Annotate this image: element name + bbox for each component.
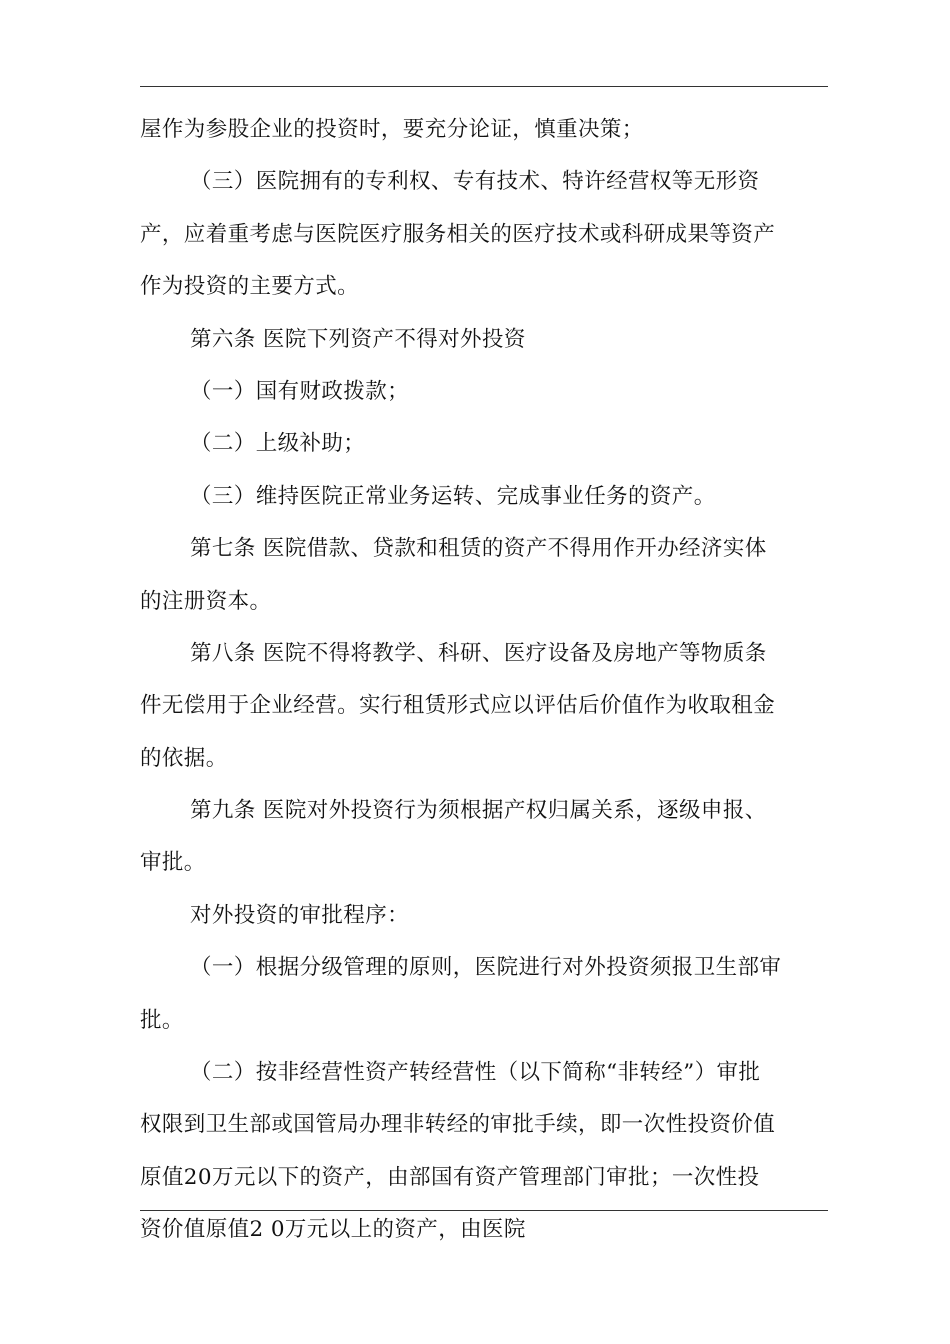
text-line: 的注册资本。 (140, 588, 272, 614)
header-rule (140, 86, 828, 87)
text-line: 原值20万元以下的资产，由部国有资产管理部门审批；一次性投 (140, 1164, 760, 1190)
text-line: 件无偿用于企业经营。实行租赁形式应以评估后价值作为收取租金 (140, 693, 776, 719)
footer-rule (140, 1210, 828, 1211)
text-line: 批。 (140, 1007, 184, 1033)
text-line: （二）上级补助； (190, 431, 366, 457)
text-line: 对外投资的审批程序： (190, 902, 410, 928)
text-line: 审批。 (140, 850, 206, 876)
text-line: 产，应着重考虑与医院医疗服务相关的医疗技术或科研成果等资产 (140, 221, 776, 247)
text-line: 屋作为参股企业的投资时，要充分论证，慎重决策； (140, 117, 644, 142)
article-6-heading: 第六条 医院下列资产不得对外投资 (190, 326, 526, 352)
text-line: （二）按非经营性资产转经营性（以下简称“非转经”）审批 (190, 1060, 761, 1086)
text-line: 作为投资的主要方式。 (140, 274, 360, 300)
text-line: （三）维持医院正常业务运转、完成事业任务的资产。 (190, 483, 716, 509)
text-line: （三）医院拥有的专利权、专有技术、特许经营权等无形资 (190, 169, 760, 195)
article-9-heading: 第九条 医院对外投资行为须根据产权归属关系，逐级申报、 (190, 798, 767, 824)
article-7-heading: 第七条 医院借款、贷款和租赁的资产不得用作开办经济实体 (190, 536, 767, 562)
text-line: 资价值原值2 0万元以上的资产，由医院 (140, 1217, 526, 1243)
text-line: 的依据。 (140, 745, 228, 771)
text-line: （一）国有财政拨款； (190, 378, 410, 404)
text-line: 权限到卫生部或国管局办理非转经的审批手续，即一次性投资价值 (140, 1112, 776, 1138)
article-8-heading: 第八条 医院不得将教学、科研、医疗设备及房地产等物质条 (190, 640, 767, 666)
text-line: （一）根据分级管理的原则，医院进行对外投资须报卫生部审 (190, 955, 782, 981)
document-body (140, 105, 828, 1258)
